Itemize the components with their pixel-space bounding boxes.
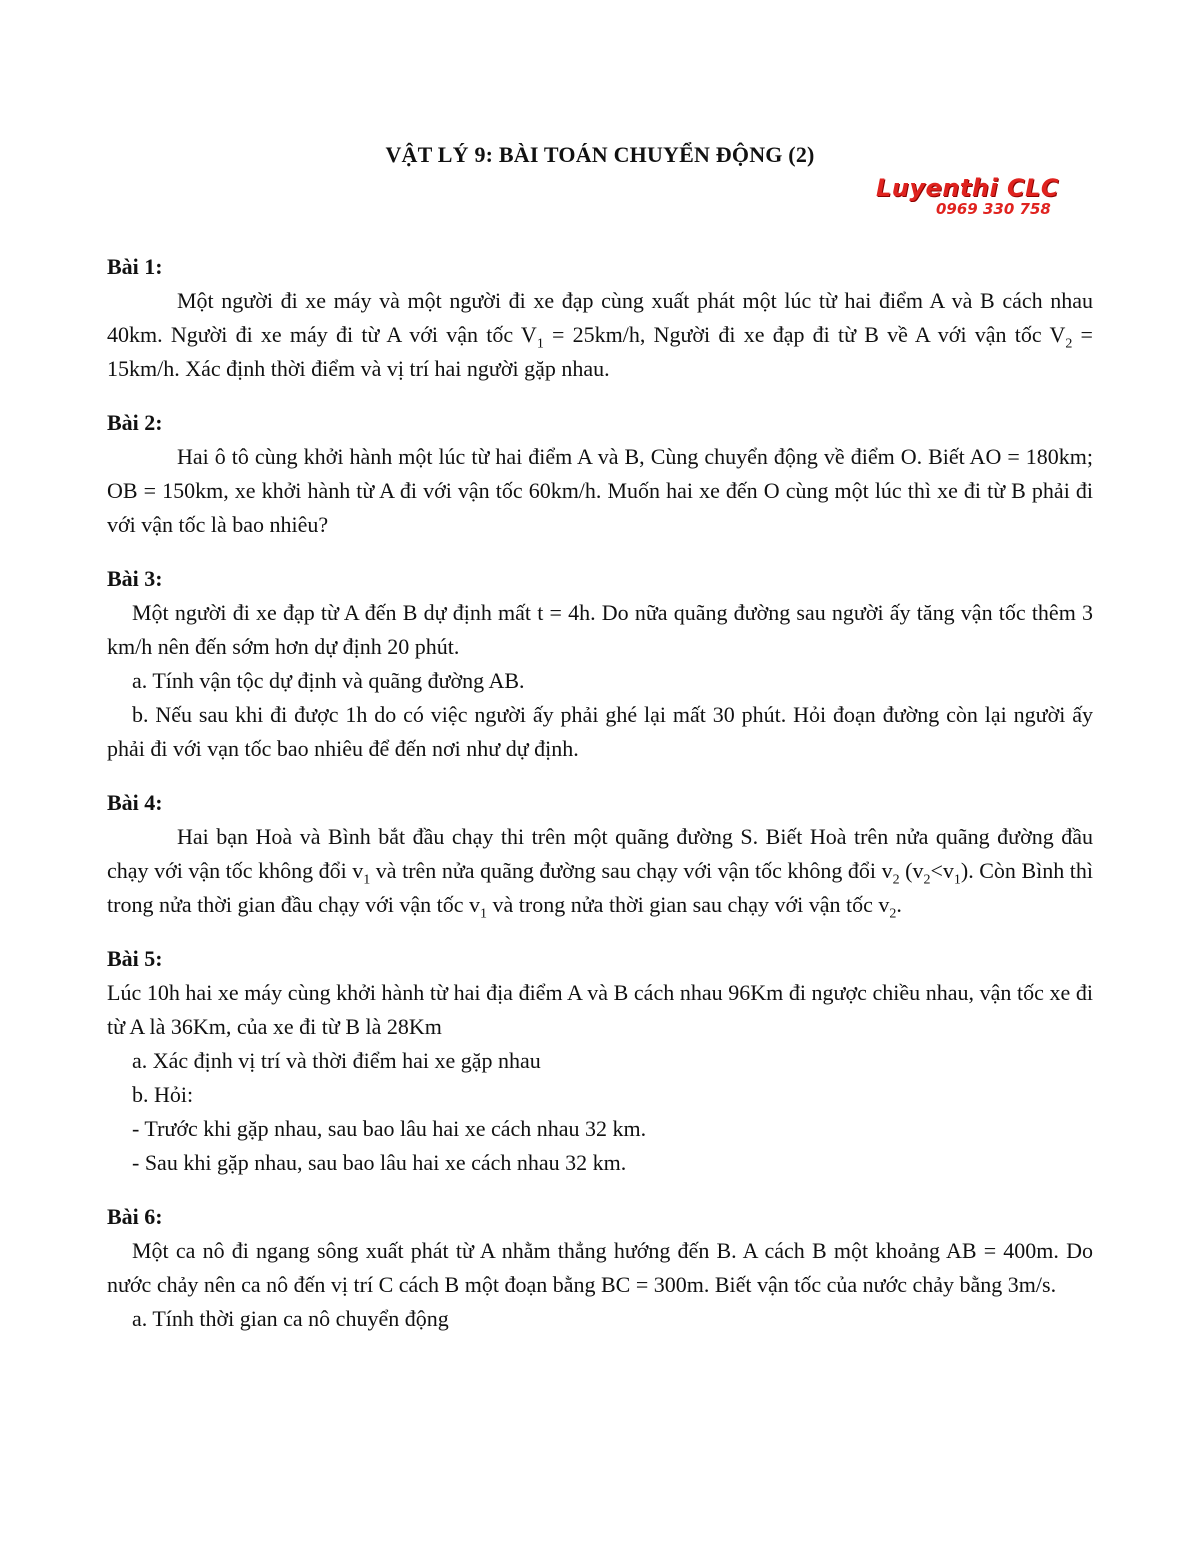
exercise-2-text: Hai ô tô cùng khởi hành một lúc từ hai điểm A và B, Cùng chuyển động về điểm O. Biết AO = 180km; OB = 150km, xe khởi hành từ A đi với vận tốc 60km/h. Muốn hai xe đến O cùng một lúc thì xe đi từ B phải đi với vận tốc là bao nhiêu? bbox=[107, 444, 1093, 537]
exercise-3-part-b: b. Nếu sau khi đi được 1h do có việc người ấy phải ghé lại mất 30 phút. Hỏi đoạn đường còn lại người ấy phải đi với vạn tốc bao nhiêu để đến nơi như dự định. bbox=[107, 702, 1093, 761]
exercise-5-text: Lúc 10h hai xe máy cùng khởi hành từ hai địa điểm A và B cách nhau 96Km đi ngược chiều nhau, vận tốc xe đi từ A là 36Km, của xe đi từ B là 28Km bbox=[107, 980, 1093, 1039]
page-title: VẬT LÝ 9: BÀI TOÁN CHUYỂN ĐỘNG (2) bbox=[385, 142, 815, 167]
exercise-2 bbox=[107, 406, 1093, 542]
exercise-5-title: Bài 5: bbox=[107, 946, 163, 971]
exercise-5-part-b: b. Hỏi: bbox=[132, 1082, 194, 1107]
exercise-5-part-b1: - Trước khi gặp nhau, sau bao lâu hai xe cách nhau 32 km. bbox=[132, 1116, 647, 1141]
exercise-4 bbox=[107, 786, 1093, 922]
exercise-1-title: Bài 1: bbox=[107, 254, 163, 279]
exercise-1 bbox=[107, 250, 1093, 386]
exercise-3-part-a: a. Tính vận tộc dự định và quãng đường AB. bbox=[132, 668, 525, 693]
brand-logo bbox=[876, 174, 1106, 224]
logo-phone: 0969 330 758 bbox=[936, 200, 1051, 218]
exercise-4-title: Bài 4: bbox=[107, 790, 163, 815]
exercise-5-part-a: a. Xác định vị trí và thời điểm hai xe gặp nhau bbox=[132, 1048, 541, 1073]
exercise-2-title: Bài 2: bbox=[107, 410, 163, 435]
exercise-3-title: Bài 3: bbox=[107, 566, 163, 591]
exercise-5 bbox=[107, 942, 1093, 1180]
exercise-list bbox=[107, 250, 1093, 1356]
exercise-3 bbox=[107, 562, 1093, 766]
exercise-6-text: Một ca nô đi ngang sông xuất phát từ A nhằm thẳng hướng đến B. A cách B một khoảng AB = 400m. Do nước chảy nên ca nô đến vị trí C cách B một đoạn bằng BC = 300m. Biết vận tốc của nước chảy bằng 3m/s. bbox=[107, 1238, 1093, 1297]
exercise-3-text: Một người đi xe đạp từ A đến B dự định mất t = 4h. Do nữa quãng đường sau người ấy tăng vận tốc thêm 3 km/h nên đến sớm hơn dự định 20 phút. bbox=[107, 600, 1093, 659]
exercise-5-part-b2: - Sau khi gặp nhau, sau bao lâu hai xe cách nhau 32 km. bbox=[132, 1150, 627, 1175]
exercise-6-part-a: a. Tính thời gian ca nô chuyển động bbox=[132, 1306, 449, 1331]
exercise-4-text: Hai bạn Hoà và Bình bắt đầu chạy thi trên một quãng đường S. Biết Hoà trên nửa quãng đường đầu chạy với vận tốc không đổi $v_1$ và trên nửa quãng đường sau chạy với vận tốc không đổi $v_2$ $(v_2<v_1)$. Còn Bình thì trong nửa thời gian đầu chạy với vận tốc $v_1$ và trong nửa thời gian sau chạy với vận tốc $v_2$. bbox=[107, 824, 1094, 922]
exercise-6-title: Bài 6: bbox=[107, 1204, 163, 1229]
exercise-6 bbox=[107, 1200, 1093, 1336]
logo-name: Luyenthi CLC bbox=[876, 174, 1060, 202]
exercise-1-text: Một người đi xe máy và một người đi xe đạp cùng xuất phát một lúc từ hai điểm A và B cách nhau 40km. Người đi xe máy đi từ A với vận tốc $V_1 = 25km/h$, Người đi xe đạp đi từ B về A với vận tốc $V_2 = 15km/h$. Xác định thời điểm và vị trí hai người gặp nhau. bbox=[107, 288, 1093, 381]
